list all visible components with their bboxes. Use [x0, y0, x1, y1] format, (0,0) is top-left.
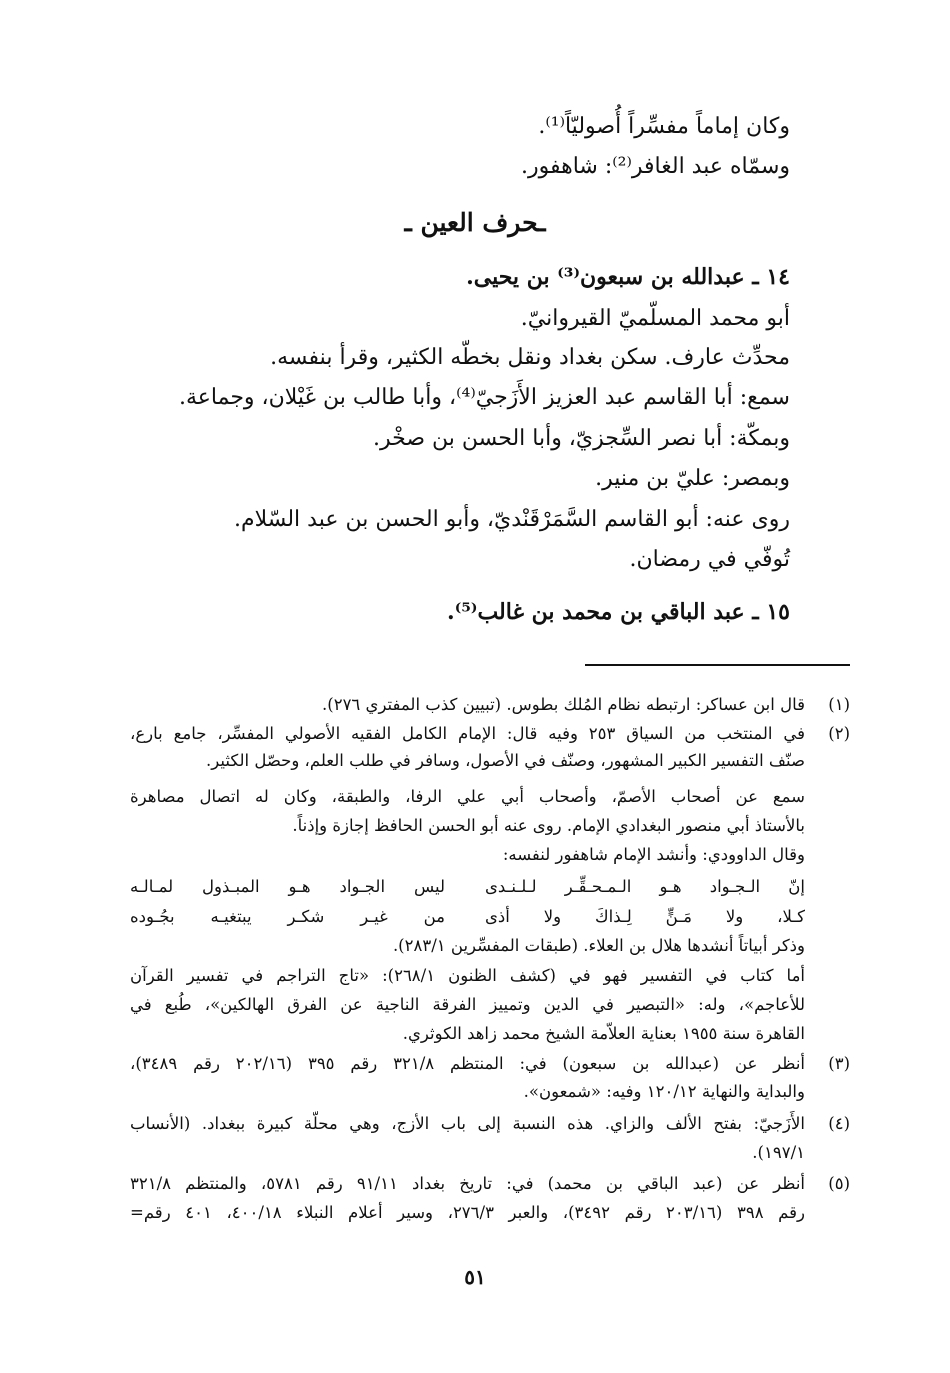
footnote-line: في المنتخب من السياق ٢٥٣ وفيه قال: الإمام الكامل الفقيه الأصولي المفسِّر، جامع بارع،	[130, 724, 805, 743]
footnote-number: (٣)	[828, 1054, 850, 1073]
footnote-line: أنظر عن (عبد الباقي بن محمد) في: تاريخ بغداد ٩١/١١ رقم ٥٧٨١، والمنتظم ٣٢١/٨	[130, 1174, 806, 1193]
entry-title: ١٤ ـ عبدالله بن سبعون⁽³⁾ بن يحيى.	[466, 264, 790, 290]
page-number: ٥١	[464, 1265, 486, 1289]
footnote-number: (٤)	[828, 1114, 850, 1133]
footnote-separator	[585, 664, 850, 666]
footnote-line: وقال الداوودي: وأنشد الإمام شاهفور لنفسه:	[502, 845, 805, 864]
text-line: أبو محمد المسلّميّ القيروانيّ.	[520, 306, 790, 331]
text-line: وبمكّة: أبا نصر السِّجزيّ، وأبا الحسن بن صخْر.	[373, 426, 790, 451]
footnote-number: (٥)	[828, 1174, 850, 1193]
footnote-line: قال ابن عساكر: ارتبطه نظام المُلك بطوس. (تبيين كذب المفتري ٢٧٦).	[322, 695, 805, 714]
footnote-line: أما كتاب في التفسير فهو في (كشف الظنون ٢٦٨/١): «تاج التراجم في تفسير القرآن	[130, 966, 805, 985]
footnote-line: بالأستاذ أبي منصور البغدادي الإمام. روى عنه أبو الحسن الحافظ إجازة وإذناً.	[292, 816, 805, 835]
footnote-line: وذكر أبياتاً أنشدها هلال بن العلاء. (طبقات المفسِّرين ٢٨٣/١).	[392, 936, 805, 955]
section-heading: ـحرف العين ـ	[404, 208, 546, 237]
footnote-number: (١)	[828, 695, 850, 714]
footnote-line: والبداية والنهاية ١٢٠/١٢ وفيه: «شمعون».	[523, 1082, 805, 1101]
verse-hemistich-first: من غيـر شكـر يبتغيـه بجُـوده	[130, 907, 445, 926]
verse-hemistich-first: ليس الجـواد هـو المبـذول لمـالـه	[130, 877, 445, 896]
footnote-line: الأَزَجيّ: بفتح الألف والزاي. هذه النسبة إلى باب الأزج، وهي محلّة كبيرة ببغداد. (الأنساب	[130, 1114, 805, 1133]
text-line: روى عنه: أبو القاسم السَّمَرْقَنْديّ، وأبو الحسن بن عبد السّلام.	[233, 507, 790, 532]
footnote-line: القاهرة سنة ١٩٥٥ بعناية العلاّمة الشيخ محمد زاهد الكوثري.	[402, 1024, 805, 1043]
footnote-line: أنظر عن (عبدالله بن سبعون) في: المنتظم ٣٢١/٨ رقم ٣٩٥ (٢٠٢/١٦ رقم ٣٤٨٩)،	[130, 1054, 806, 1073]
footnote-number: (٢)	[828, 724, 850, 743]
verse-hemistich-second: كـلا، ولا مَـنٍّ لِـذاكَ ولا أذى	[485, 907, 805, 926]
verse-hemistich-second: إنّ الـجـواد هـو الـمـحـقِّـر لـلـنـدى	[485, 877, 805, 896]
text-line: تُوفّي في رمضان.	[629, 547, 790, 572]
text-line: محدِّث عارف. سكن بغداد ونقل بخطّه الكثير، وقرأ بنفسه.	[270, 345, 790, 370]
text-line: سمع: أبا القاسم عبد العزيز الأَزَجيّ⁽⁴⁾، وأبا طالب بن غَيْلان، وجماعة.	[178, 385, 790, 410]
footnote-line: سمع عن أصحاب الأصمّ، وأصحاب أبي علي الرفا، والطبقة، وكان له اتصال مصاهرة	[130, 787, 805, 806]
text-line: وكان إماماً مفسِّراً أُصوليّاً⁽¹⁾.	[538, 114, 790, 139]
footnote-line: رقم ٣٩٨ (٢٠٣/١٦ رقم ٣٤٩٢)، والعبر ٢٧٦/٣، وسير أعلام النبلاء ٤٠٠/١٨، ٤٠١ رقم=	[130, 1203, 805, 1222]
entry-title: ١٥ ـ عبد الباقي بن محمد بن غالب⁽⁵⁾.	[447, 599, 790, 625]
footnote-line: للأعاجم»، وله: «التبصير في الدين وتمييز الفرقة الناجية عن الفرق الهالكين»، طُبع في	[130, 995, 805, 1014]
footnote-line: صنّف التفسير الكبير المشهور، وصنّف في الأصول، وسافر في طلب العلم، وحصّل الكثير.	[206, 751, 805, 770]
text-line: وبمصر: عليّ بن منير.	[595, 466, 790, 491]
text-line: وسمّاه عبد الغافر⁽²⁾: شاهفور.	[521, 154, 790, 179]
footnote-line: ١٩٧/١).	[752, 1143, 805, 1162]
